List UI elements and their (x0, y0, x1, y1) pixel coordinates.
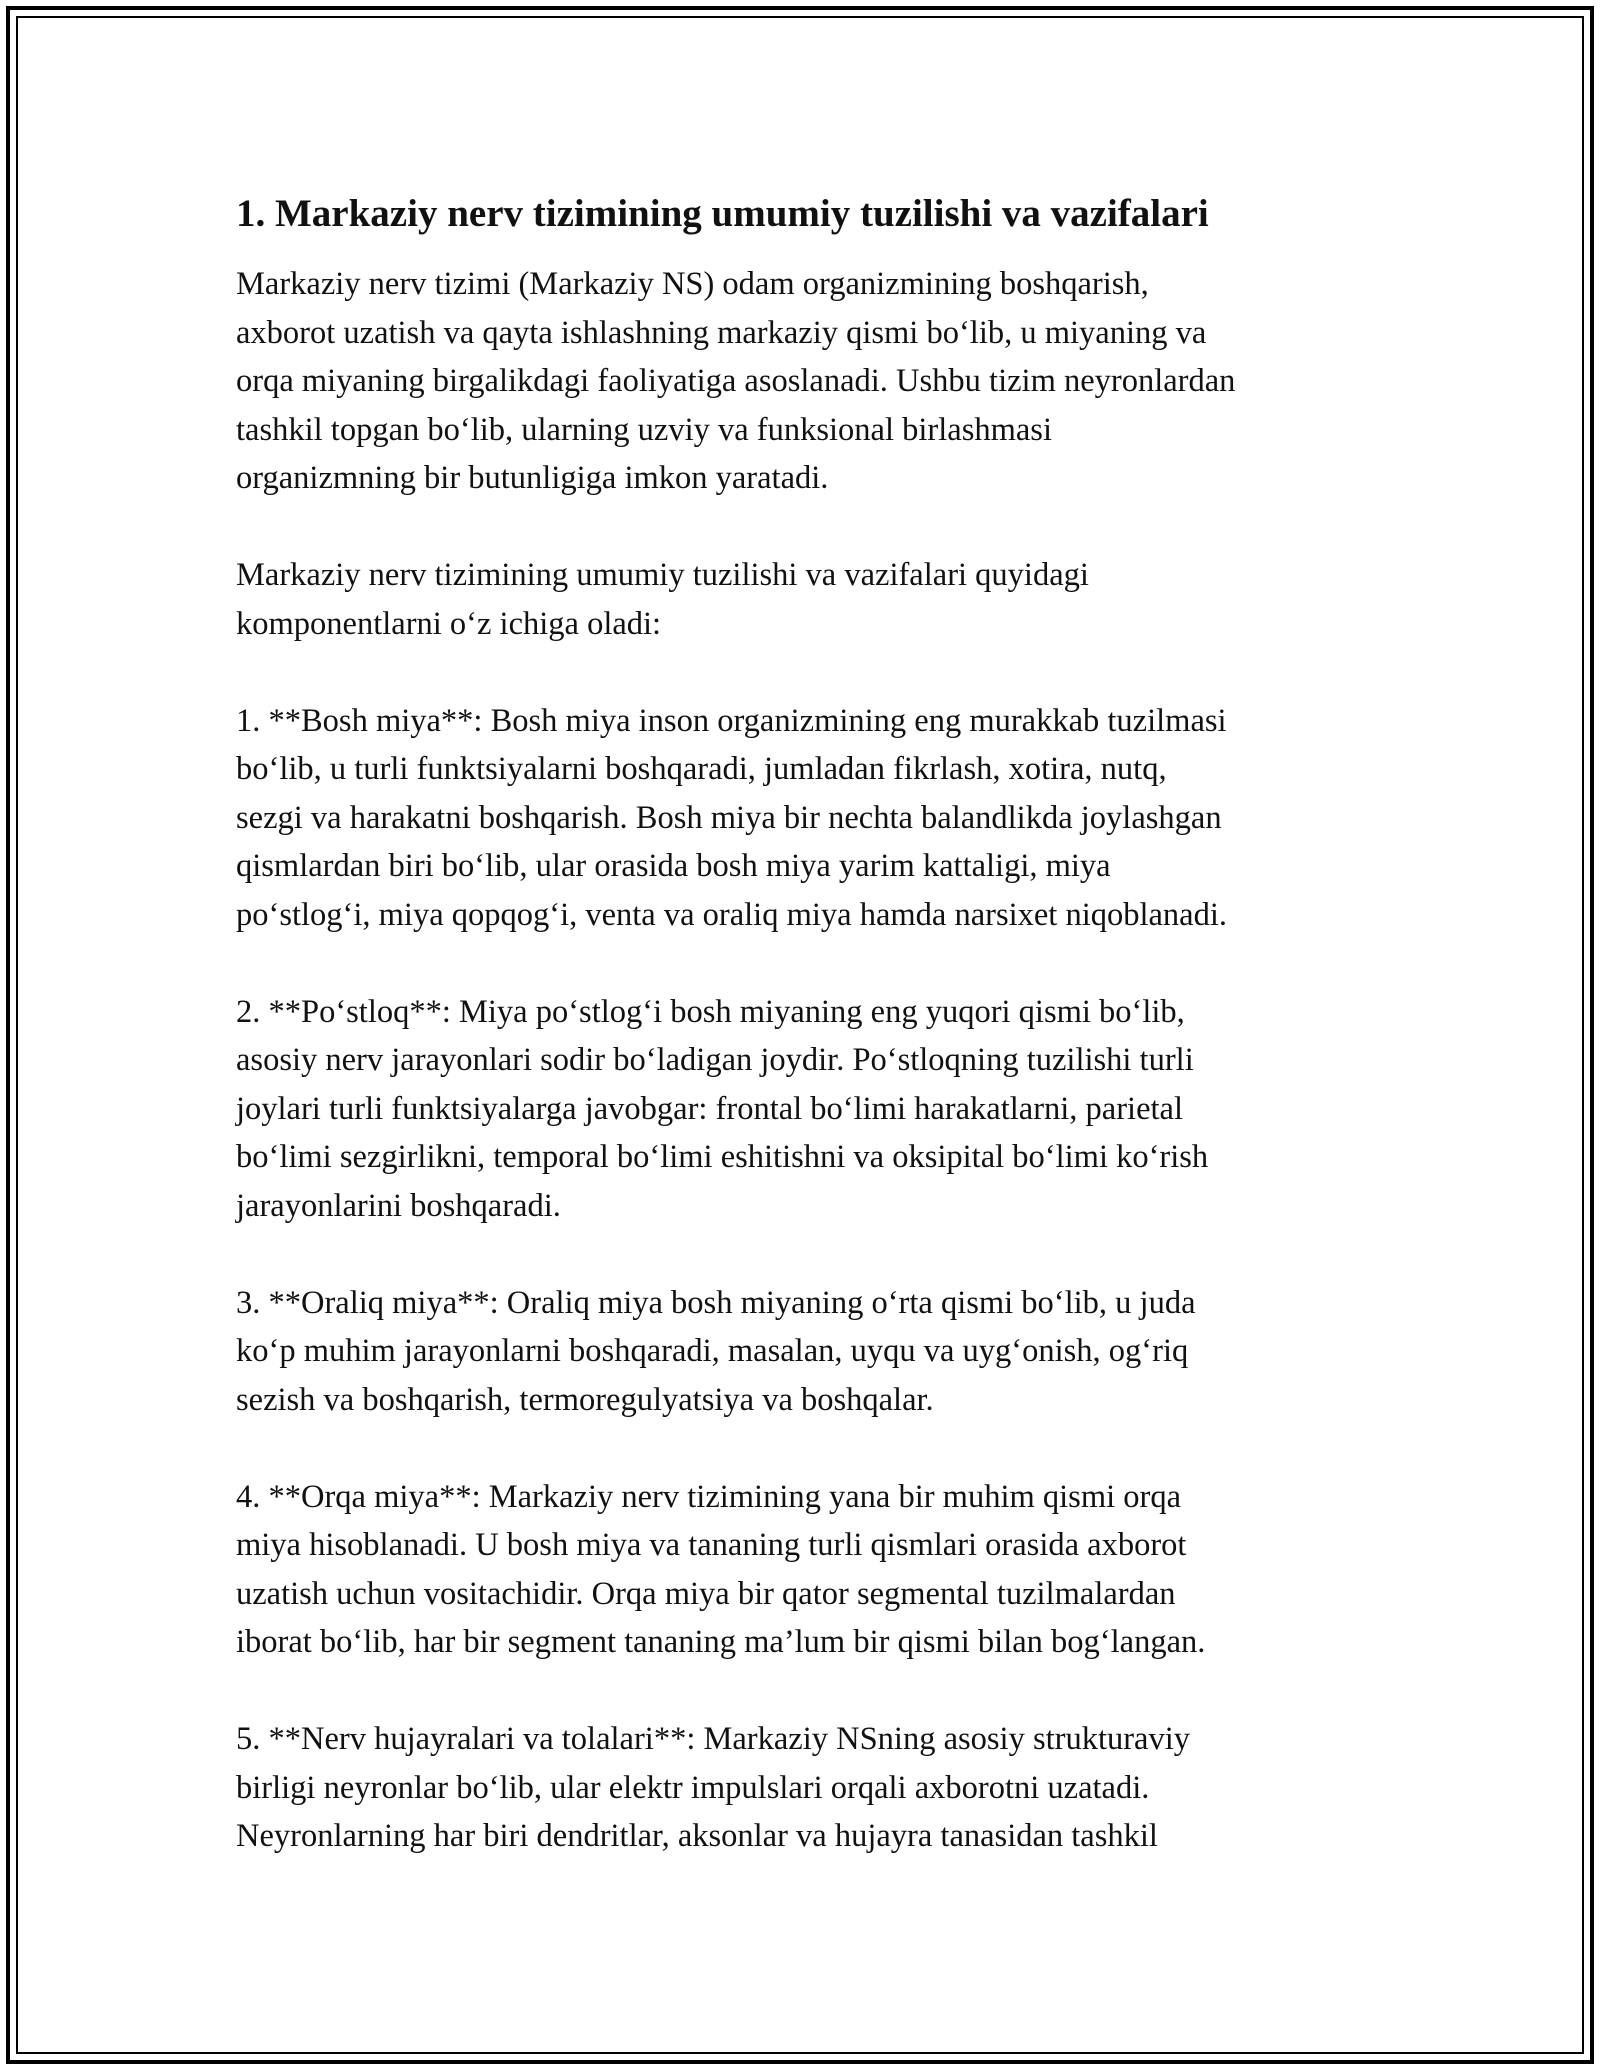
text-line: komponentlarni o‘z ichiga oladi: (236, 605, 662, 642)
text-line: uzatish uchun vositachidir. Orqa miya bir qator segmental tuzilmalardan (236, 1575, 1176, 1612)
paragraph-item-nerv-hujayralari (236, 1715, 1396, 1861)
text-line: tashkil topgan bo‘lib, ularning uzviy va funksional birlashmasi (236, 411, 1052, 448)
text-line: jarayonlarini boshqaradi. (236, 1187, 561, 1224)
text-line: po‘stlog‘i, miya qopqog‘i, venta va oraliq miya hamda narsixet niqoblanadi. (236, 896, 1228, 933)
text-line: joylari turli funktsiyalarga javobgar: frontal bo‘limi harakatlarni, parietal (236, 1090, 1183, 1127)
paragraph-item-bosh-miya (236, 697, 1396, 940)
text-line: ko‘p muhim jarayonlarni boshqaradi, masalan, uyqu va uyg‘onish, og‘riq (236, 1333, 1189, 1369)
text-line: asosiy nerv jarayonlari sodir bo‘ladigan joydir. Po‘stloqning tuzilishi turli (236, 1042, 1194, 1078)
text-line: sezgi va harakatni boshqarish. Bosh miya bir nechta balandlikda joylashgan (236, 799, 1222, 836)
page-title: 1. Markaziy nerv tizimining umumiy tuzilishi va vazifalari (236, 192, 1209, 235)
text-line: bo‘limi sezgirlikni, temporal bo‘limi eshitishni va oksipital bo‘limi ko‘rish (236, 1139, 1209, 1175)
paragraph-item-oraliq-miya (236, 1279, 1396, 1425)
text-line: miya hisoblanadi. U bosh miya va tananing turli qismlari orasida axborot (236, 1527, 1187, 1563)
text-line: Markaziy nerv tizimi (Markaziy NS) odam organizmining boshqarish, (236, 266, 1149, 302)
text-line: 1. **Bosh miya**: Bosh miya inson organizmining eng murakkab tuzilmasi (236, 702, 1227, 739)
text-line: iborat bo‘lib, har bir segment tananing ma’lum bir qismi bilan bog‘langan. (236, 1624, 1206, 1660)
text-line: sezish va boshqarish, termoregulyatsiya va boshqalar. (236, 1381, 934, 1418)
text-line: birligi neyronlar bo‘lib, ular elektr impulslari orqali axborotni uzatadi. (236, 1769, 1150, 1806)
text-line: 5. **Nerv hujayralari va tolalari**: Markaziy NSning asosiy strukturaviy (236, 1721, 1191, 1757)
text-line: organizmning bir butunligiga imkon yaratadi. (236, 460, 829, 496)
text-line: 3. **Oraliq miya**: Oraliq miya bosh miyaning o‘rta qismi bo‘lib, u juda (236, 1284, 1196, 1321)
text-line: Neyronlarning har biri dendritlar, aksonlar va hujayra tanasidan tashkil (236, 1818, 1158, 1854)
text-line: orqa miyaning birgalikdagi faoliyatiga asoslanadi. Ushbu tizim neyronlardan (236, 363, 1236, 399)
text-line: bo‘lib, u turli funktsiyalarni boshqaradi, jumladan fikrlash, xotira, nutq, (236, 751, 1167, 787)
document-body (236, 186, 1396, 1861)
text-line: Markaziy nerv tizimining umumiy tuzilishi va vazifalari quyidagi (236, 557, 1089, 593)
text-line: qismlardan biri bo‘lib, ular orasida bosh miya yarim kattaligi, miya (236, 848, 1111, 884)
paragraph-item-postloq (236, 988, 1396, 1231)
paragraph-components-intro (236, 551, 1396, 648)
text-line: axborot uzatish va qayta ishlashning markaziy qismi bo‘lib, u miyaning va (236, 314, 1207, 351)
text-line: 2. **Po‘stloq**: Miya po‘stlog‘i bosh miyaning eng yuqori qismi bo‘lib, (236, 993, 1185, 1030)
paragraph-intro (236, 260, 1396, 503)
text-line: 4. **Orqa miya**: Markaziy nerv tizimining yana bir muhim qismi orqa (236, 1478, 1182, 1515)
paragraph-item-orqa-miya (236, 1473, 1396, 1667)
